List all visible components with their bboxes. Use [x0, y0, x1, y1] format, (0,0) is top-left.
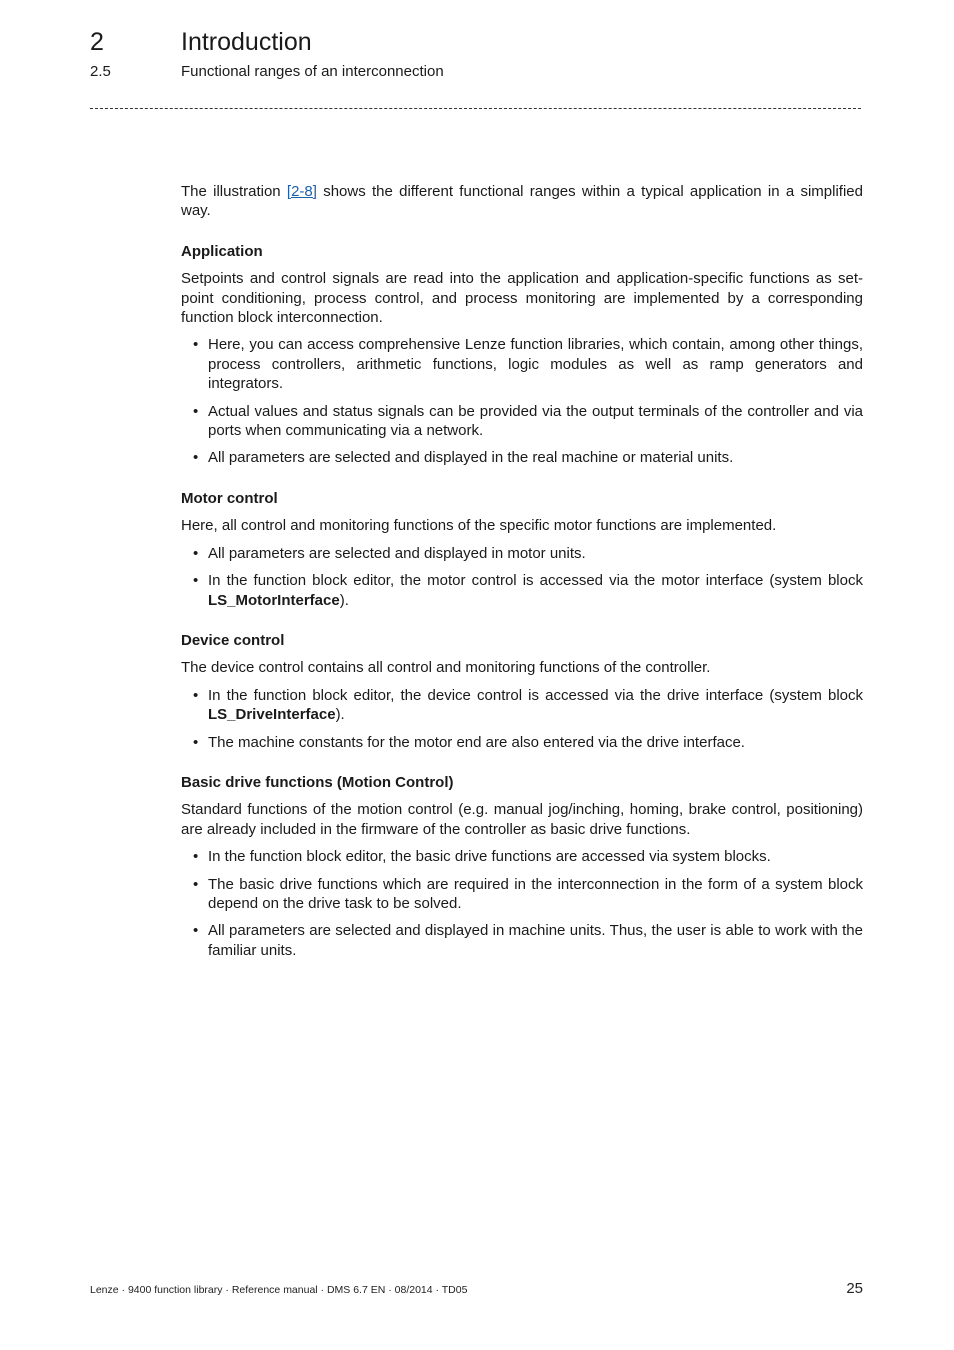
- main-content: [181, 182, 863, 981]
- chapter-title: Introduction: [181, 28, 312, 56]
- list-item: [181, 847, 863, 866]
- bullet-icon: •: [193, 572, 199, 590]
- figure-reference-link[interactable]: [2-8]: [286, 183, 317, 200]
- bullet-icon: •: [193, 544, 199, 562]
- application-paragraph: Setpoints and control signals are read into the application and application-specific functions as setpoint conditioning, process control, and process monitoring are implemented by a corresponding function block interconnection.: [181, 270, 863, 327]
- bullet-icon: •: [193, 875, 199, 893]
- heading-device-control: Device control: [181, 631, 285, 649]
- bullet-icon: •: [193, 402, 199, 420]
- motor-control-paragraph: Here, all control and monitoring functions of the specific motor functions are implemented.: [181, 517, 777, 535]
- system-block-name: LS_MotorInterface: [208, 591, 340, 609]
- bullet-icon: •: [193, 336, 199, 354]
- bullet-icon: •: [193, 686, 199, 704]
- list-item-text: In the function block editor, the motor control is accessed via the motor interface (system block: [208, 572, 863, 590]
- list-item: [181, 686, 863, 725]
- bullet-icon: •: [193, 922, 199, 940]
- list-item: [181, 335, 863, 393]
- basic-drive-bullet-list: [181, 847, 863, 960]
- motor-control-bullet-list: [181, 544, 863, 610]
- list-item-text: In the function block editor, the device control is accessed via the drive interface (system block: [208, 686, 863, 704]
- chapter-number: 2: [90, 28, 104, 56]
- list-item: [181, 402, 863, 441]
- list-item-text-end: ).: [339, 591, 349, 609]
- list-item-text: All parameters are selected and displayed in machine units. Thus, the user is able to work with the familiar units.: [208, 922, 863, 959]
- page-number: 25: [846, 1280, 863, 1297]
- dashed-divider: [90, 108, 861, 109]
- application-bullet-list: [181, 335, 863, 467]
- list-item-text: In the function block editor, the basic drive functions are accessed via system blocks.: [208, 848, 771, 866]
- heading-application: Application: [181, 242, 263, 260]
- footer-document-info: Lenze · 9400 function library · Reference manual · DMS 6.7 EN · 08/2014 · TD05: [90, 1284, 468, 1296]
- list-item-text: The machine constants for the motor end are also entered via the drive interface.: [208, 733, 745, 751]
- list-item-text: All parameters are selected and displayed in motor units.: [208, 544, 586, 562]
- basic-drive-paragraph: Standard functions of the motion control (e.g. manual jog/inching, homing, brake control, positioning) are already included in the firmware of the controller as basic drive functions.: [181, 801, 863, 838]
- list-item-text: All parameters are selected and displayed in the real machine or material units.: [208, 449, 734, 467]
- bullet-icon: •: [193, 848, 199, 866]
- list-item: [181, 921, 863, 960]
- section-title: Functional ranges of an interconnection: [181, 63, 444, 80]
- list-item-text-end: ).: [335, 706, 345, 724]
- list-item-text: Here, you can access comprehensive Lenze function libraries, which contain, among other things, process controllers, arithmetic functions, logic modules as well as ramp generators and integrators.: [208, 336, 863, 393]
- heading-motor-control: Motor control: [181, 489, 278, 507]
- list-item-text: The basic drive functions which are required in the interconnection in the form of a system block depend on the drive task to be solved.: [208, 875, 863, 912]
- intro-text-end: shows the different functional ranges within a typical application in a simplified way.: [181, 183, 863, 220]
- list-item: [181, 448, 863, 467]
- list-item: [181, 571, 863, 610]
- section-number: 2.5: [90, 63, 111, 80]
- heading-basic-drive-functions: Basic drive functions (Motion Control): [181, 773, 454, 791]
- intro-text-start: The illustration: [181, 183, 287, 200]
- bullet-icon: •: [193, 733, 199, 751]
- system-block-name: LS_DriveInterface: [208, 706, 336, 724]
- intro-paragraph: [181, 182, 863, 221]
- bullet-icon: •: [193, 449, 199, 467]
- list-item: [181, 875, 863, 914]
- list-item: [181, 544, 863, 563]
- device-control-bullet-list: [181, 686, 863, 752]
- list-item-text: Actual values and status signals can be provided via the output terminals of the controller and via ports when communicating via a network.: [208, 402, 863, 440]
- device-control-paragraph: The device control contains all control and monitoring functions of the controller.: [181, 659, 711, 677]
- list-item: [181, 733, 863, 752]
